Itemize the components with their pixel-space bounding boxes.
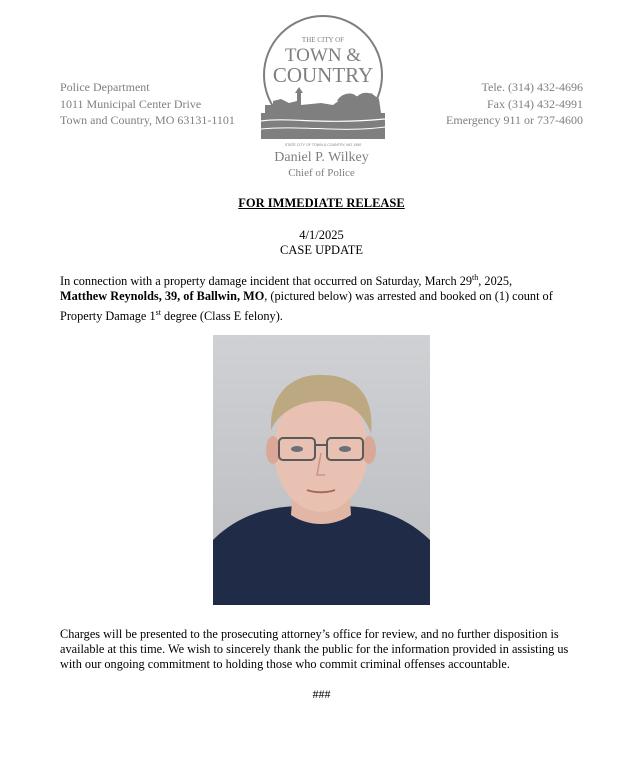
p1-text-d: degree (Class E felony). — [160, 308, 283, 323]
logo-line2: TOWN & — [284, 45, 362, 66]
department-contact-block — [60, 79, 235, 129]
incident-paragraph — [60, 270, 590, 324]
release-heading: FOR IMMEDIATE RELEASE — [238, 196, 405, 210]
department-name: Police Department — [60, 80, 150, 94]
logo-line3: COUNTRY — [272, 63, 374, 87]
fax: Fax (314) 432-4991 — [487, 96, 583, 111]
arrestee-name: Matthew Reynolds, 39, of Ballwin, MO — [60, 289, 265, 304]
logo-line1: THE CITY OF — [301, 36, 345, 44]
p1-superscript-th: th — [472, 273, 479, 282]
chief-block — [0, 149, 643, 180]
city-logo — [261, 13, 385, 149]
p1-text-c: , (pictured below) was arrested and booked on (1) count of Property Damage 1 — [60, 289, 553, 323]
department-address-line2: Town and Country, MO 63131-1101 — [60, 113, 235, 127]
p1-superscript-st: st — [155, 307, 161, 317]
department-address-line1: 1011 Municipal Center Drive — [60, 96, 202, 111]
chief-title: Chief of Police — [288, 167, 355, 179]
emergency-line: Emergency 911 or 737-4600 — [446, 113, 583, 127]
phone-contact-block — [446, 79, 583, 129]
chief-name: Daniel P. Wilkey — [274, 150, 369, 165]
p1-text-b: , 2025, — [478, 274, 513, 289]
telephone: Tele. (314) 432-4696 — [481, 80, 583, 94]
logo-footer: STATE CITY OF TOWN & COUNTRY, MO 1950 — [284, 143, 362, 147]
end-mark: ### — [312, 687, 331, 701]
p1-text-a: In connection with a property damage incident that occurred on Saturday, March 29 — [60, 274, 473, 289]
disposition-paragraph: Charges will be presented to the prosecuting attorney’s office for review, and no further disposition is available at this time. We wish to sincerely thank the public for the information provided in assisting us with our ongoing commitment to holding those who commit criminal offenses accountable. — [60, 627, 569, 672]
release-date: 4/1/2025 — [299, 228, 344, 242]
release-date-block — [0, 228, 643, 258]
release-subject: CASE UPDATE — [280, 243, 363, 257]
booking-photo — [213, 335, 430, 605]
